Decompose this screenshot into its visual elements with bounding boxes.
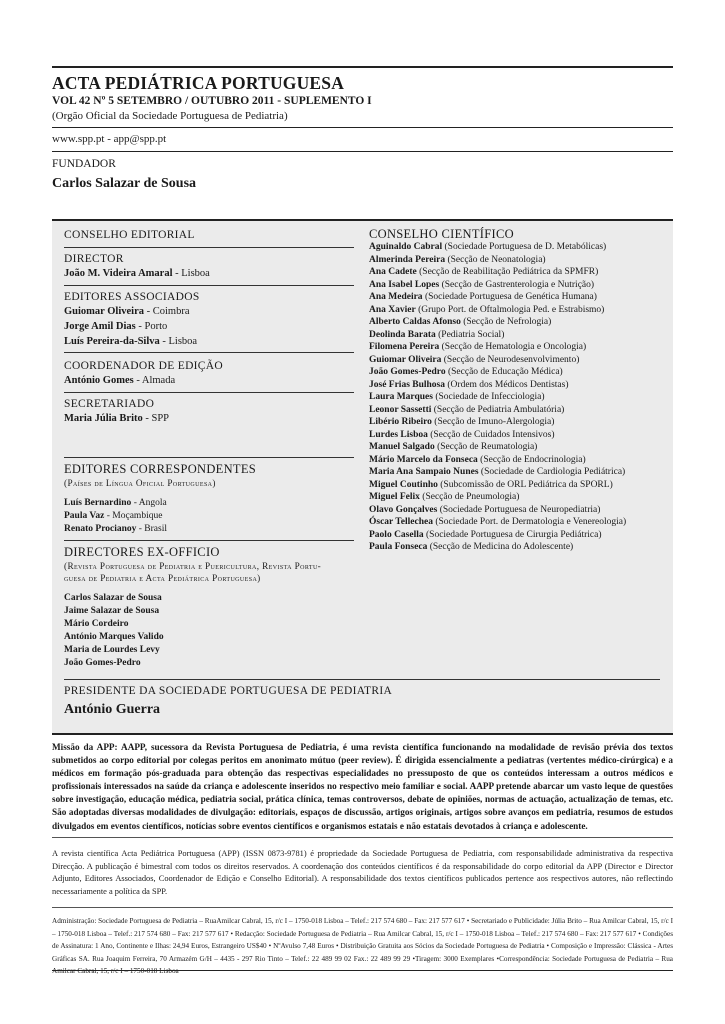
scientific-entry: Miguel Coutinho (Subcomissão de ORL Pediátrica da SPORL) [369,479,613,490]
exofficio-entry: Maria de Lourdes Levy [64,645,160,655]
correspondent-entry: Paula Vaz - Moçambique [64,511,163,521]
editorial-heading: CONSELHO EDITORIAL [64,229,195,241]
associates-divider [64,352,354,353]
associate-entry: Guiomar Oliveira - Coimbra [64,306,190,317]
scientific-entry: Almerinda Pereira (Secção de Neonatologia) [369,254,546,265]
correspondents-subtitle: (Países de Língua Oficial Portuguesa) [64,478,216,488]
secretariat-label: SECRETARIADO [64,398,155,410]
correspondent-entry: Luís Bernardino - Angola [64,498,167,508]
header-divider [52,127,673,128]
mission-divider [52,837,673,838]
scientific-entry: Ana Isabel Lopes (Secção de Gastrenterologia e Nutrição) [369,279,595,290]
scientific-entry: Alberto Caldas Afonso (Secção de Nefrologia) [369,317,552,327]
scientific-entry: Ana Xavier (Grupo Port. de Oftalmologia Ped. e Estrabismo) [369,304,605,315]
associate-entry: Luís Pereira-da-Silva - Lisboa [64,336,198,347]
scientific-entry: Olavo Gonçalves (Sociedade Portuguesa de Neuropediatria) [369,504,601,515]
scientific-entry: Paolo Casella (Sociedade Portuguesa de Cirurgia Pediátrica) [369,529,602,540]
scientific-entry: Laura Marques (Sociedade de Infecciologia) [369,392,545,402]
organ-line: (Orgão Oficial da Sociedade Portuguesa de Pediatria) [52,110,288,122]
secretariat-entry: Maria Júlia Brito - SPP [64,413,170,424]
scientific-entry: José Frias Bulhosa (Ordem dos Médicos Dentistas) [369,379,569,390]
associates-label: EDITORES ASSOCIADOS [64,291,200,303]
president-label: PRESIDENTE DA SOCIEDADE PORTUGUESA DE PEDIATRIA [64,685,393,697]
journal-title: ACTA PEDIÁTRICA PORTUGUESA [52,73,345,93]
scientific-entry: Mário Marcelo da Fonseca (Secção de Endocrinologia) [369,454,586,465]
administration-footer: Administração: Sociedade Portuguesa de Pediatria – RuaAmilcar Cabral, 15, r/c I – 1750-018 Lisboa – Telef.: 217 574 680 – Fax: 217 577 617 • Secretariado e Publicidade: Júlia Brito – Rua Amilcar Cabral, 15, r/c I – 1750-018 Lisboa – Telef.: 217 574 680 – Fax: 217 577 617 • Redacção: Sociedade Portuguesa de Pediatria – Rua Amilcar Cabral, 15, r/c I – 1750-018 Lisboa – Telef.: 217 574 680 – Fax: 217 577 617 • Condições de Assinatura: 1 Ano, Continente e Ilhas: 24,94 Euros, Estrangeiro US$40 • NºAvulso 7,48 Euros • Distribuição Gratuita aos Sócios da Sociedade Portuguesa de Pediatria • Composição e Impressão: Clássica - Artes Gráficas SA. Rua Joaquim Ferreira, 70 Armazém G/H – 4435 - 297 Rio Tinto – Telef.: 22 489 99 02 Fax.: 22 489 99 29 •Tiragem: 3000 Exemplares •Correspondência: Sociedade Portuguesa de Pediatria – Rua Amilcar Cabral, 15, r/c I – 1750-018 Lisboa [52,917,673,976]
notice-divider [52,907,673,908]
scientific-list [369,241,626,554]
exofficio-entry: Mário Cordeiro [64,619,129,629]
director-label: DIRECTOR [64,253,124,265]
coordinator-divider [64,392,354,393]
editorial-divider [64,247,354,248]
exofficio-subtitle-line-1: (Revista Portuguesa de Pediatria e Puericultura, Revista Portu- [64,561,322,571]
director-entry: João M. Videira Amaral - Lisboa [64,268,210,279]
founder-name: Carlos Salazar de Sousa [52,176,197,191]
correspondents-heading: EDITORES CORRESPONDENTES [64,462,257,476]
scientific-entry: Guiomar Oliveira (Secção de Neurodesenvolvimento) [369,354,580,365]
scientific-entry: Leonor Sassetti (Secção de Pediatria Ambulatória) [369,404,565,415]
exofficio-heading: DIRECTORES EX-OFFICIO [64,545,220,559]
founder-label: FUNDADOR [52,158,116,170]
president-divider [64,679,660,680]
scientific-entry: Ana Medeira (Sociedade Portuguesa de Genética Humana) [369,292,597,302]
exofficio-top-divider [64,540,354,541]
mission-statement: Missão da APP: AAPP, sucessora da Revista Portuguesa de Pediatria, é uma revista científica funcionando na modalidade de revisão prévia dos textos submetidos ao corpo editorial por colegas peritos em anonimato mútuo (peer review). É dirigida essencialmente a pediatras (vertentes médico-cirúrgica) e a médicos em formação pós-graduada para obtenção das respectivas especialidades no pressuposto de que os conteúdos interessam a outros médicos e profissionais interessados na saúde da criança e adolescente inseridos no respectivo meio familiar e social. AAPP pretende abarcar um vasto leque de questões sobre investigação, educação médica, pediatria social, prática clínica, temas controversos, debate de opiniões, normas de actuação, actualização de temas, etc. São adoptadas diversas modalidades de divulgação: editoriais, espaços de discussão, artigos originais, artigos sobre avanços em pediatria, resumos de estudos divulgados em eventos científicos, notícias sobre eventos científicos e organismos estatais e não estatais devotados à criança e adolescente. [52,742,673,831]
scientific-entry: Óscar Tellechea (Sociedade Port. de Dermatologia e Venereologia) [369,517,627,527]
editorial-board-panel [52,219,673,735]
scientific-entry: Lurdes Lisboa (Secção de Cuidados Intensivos) [369,429,555,440]
scientific-entry: Manuel Salgado (Secção de Reumatologia) [369,442,538,452]
bottom-rule [52,970,673,971]
exofficio-entry: Jaime Salazar de Sousa [64,606,160,616]
property-notice: A revista científica Acta Pediátrica Portuguesa (APP) (ISSN 0873-9781) é propriedade da Sociedade Portuguesa de Pediatria, com responsabilidade administrativa da respectiva Direcção. A publicação é bimestral com todos os direitos reservados. A coordenação dos conteúdos científicos é da responsabilidade do corpo editorial da APP (Director e Director Adjunto, Editores Associados, Coordenador de Edição e Conselho Editorial). A responsabilidade dos textos científicos publicados pertence aos respectivos autores, não reflectindo necessariamente a política da SPP. [52,849,673,896]
scientific-entry: Libério Ribeiro (Secção de Imuno-Alergologia) [369,417,555,427]
scientific-entry: Maria Ana Sampaio Nunes (Sociedade de Cardiologia Pediátrica) [369,467,626,477]
correspondents-top-divider [64,457,354,458]
exofficio-entry: João Gomes-Pedro [64,658,141,668]
exofficio-entry: António Marques Valido [64,632,164,642]
scientific-entry: Ana Cadete (Secção de Reabilitação Pediátrica da SPMFR) [369,267,599,277]
scientific-entry: Paula Fonseca (Secção de Medicina do Adolescente) [369,542,574,552]
scientific-entry: Aguinaldo Cabral (Sociedade Portuguesa de D. Metabólicas) [369,242,607,252]
coordinator-entry: António Gomes - Almada [64,375,176,386]
web-divider [52,151,673,152]
coordinator-label: COORDENADOR DE EDIÇÃO [64,360,223,372]
exofficio-subtitle-line-2: guesa de Pediatria e Acta Pediátrica Portuguesa) [64,573,261,583]
scientific-entry: Deolinda Barata (Pediatria Social) [369,329,505,340]
scientific-heading: CONSELHO CIENTÍFICO [369,227,514,241]
scientific-entry: João Gomes-Pedro (Secção de Educação Médica) [369,367,563,377]
exofficio-entry: Carlos Salazar de Sousa [64,593,162,603]
website-contact[interactable]: www.spp.pt - app@spp.pt [52,133,167,145]
director-divider [64,285,354,286]
scientific-entry: Filomena Pereira (Secção de Hematologia e Oncologia) [369,342,587,352]
president-name: António Guerra [64,702,161,717]
top-rule [52,66,673,68]
associate-entry: Jorge Amil Dias - Porto [64,321,168,332]
scientific-entry: Miguel Felix (Secção de Pneumologia) [369,492,520,502]
correspondent-entry: Renato Procianoy - Brasil [64,524,167,534]
volume-line: VOL 42 Nº 5 SETEMBRO / OUTUBRO 2011 - SUPLEMENTO I [52,95,372,107]
